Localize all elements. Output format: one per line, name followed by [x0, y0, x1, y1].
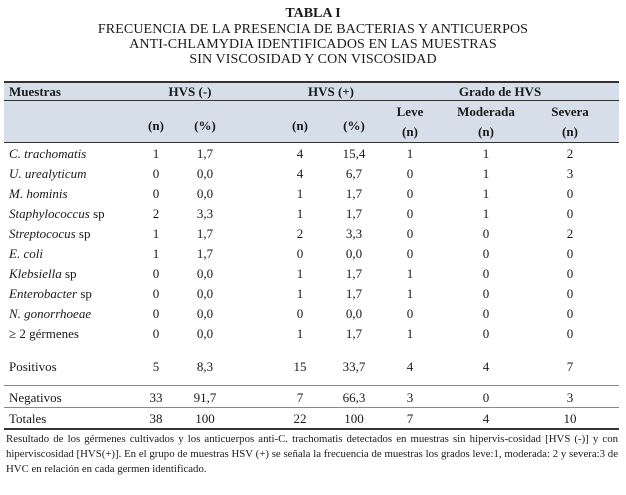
summary-cell-severa: 7	[566, 359, 574, 374]
summary-cell-leve: 3	[406, 390, 414, 405]
cell-moderada: 1	[482, 166, 490, 181]
table-title: TABLA I	[285, 6, 341, 21]
row-label	[9, 206, 105, 222]
summary-cell-neg-n: 5	[152, 359, 160, 374]
summary-cell-leve: 7	[406, 411, 414, 426]
cell-neg-pct: 0,0	[196, 186, 214, 201]
cell-severa: 2	[566, 226, 574, 241]
cell-leve: 0	[406, 166, 414, 181]
header-moderada: Moderada	[457, 104, 515, 119]
cell-neg-n: 1	[152, 226, 160, 241]
cell-pos-n: 4	[296, 166, 304, 181]
cell-pos-n: 0	[296, 306, 304, 321]
cell-moderada: 0	[482, 246, 490, 261]
cell-neg-pct: 0,0	[196, 306, 214, 321]
cell-neg-n: 1	[152, 146, 160, 161]
organism-name: ≥ 2 gérmenes	[9, 326, 79, 341]
organism-name: U. urealyticum	[9, 166, 87, 181]
cell-neg-n: 0	[152, 326, 160, 341]
row-label	[9, 326, 79, 342]
summary-label: Positivos	[9, 359, 57, 374]
negativos-rule	[4, 385, 619, 386]
row-label	[9, 266, 77, 282]
cell-severa: 0	[566, 186, 574, 201]
summary-cell-pos-pct: 100	[344, 411, 364, 426]
cell-pos-n: 2	[296, 226, 304, 241]
cell-leve: 0	[406, 186, 414, 201]
cell-pos-pct: 0,0	[345, 306, 363, 321]
summary-cell-moderada: 4	[482, 411, 490, 426]
header-neg-n: (n)	[148, 118, 164, 133]
organism-name: M. hominis	[9, 186, 68, 201]
cell-pos-pct: 1,7	[345, 286, 363, 301]
cell-leve: 1	[406, 326, 414, 341]
cell-severa: 2	[566, 146, 574, 161]
cell-moderada: 1	[482, 186, 490, 201]
header-leve: Leve	[396, 104, 424, 119]
cell-neg-pct: 1,7	[196, 146, 214, 161]
top-rule	[4, 81, 619, 83]
organism-name: Klebsiella	[9, 266, 62, 281]
cell-neg-pct: 1,7	[196, 226, 214, 241]
summary-cell-severa: 10	[563, 411, 577, 426]
cell-severa: 0	[566, 266, 574, 281]
summary-cell-pos-n: 7	[296, 390, 304, 405]
cell-neg-pct: 1,7	[196, 246, 214, 261]
cell-neg-n: 0	[152, 306, 160, 321]
cell-neg-n: 0	[152, 266, 160, 281]
summary-cell-moderada: 4	[482, 359, 490, 374]
organism-name: Streptococus	[9, 226, 76, 241]
cell-leve: 0	[406, 206, 414, 221]
summary-label: Negativos	[9, 390, 62, 405]
summary-cell-leve: 4	[406, 359, 414, 374]
row-label	[9, 166, 87, 182]
cell-severa: 0	[566, 206, 574, 221]
cell-pos-n: 1	[296, 186, 304, 201]
summary-cell-neg-pct: 8,3	[196, 359, 214, 374]
cell-moderada: 0	[482, 326, 490, 341]
cell-neg-pct: 0,0	[196, 326, 214, 341]
cell-neg-n: 0	[152, 186, 160, 201]
row-label	[9, 306, 91, 322]
row-label	[9, 246, 43, 262]
header-pos-pct: (%)	[343, 118, 365, 133]
summary-cell-neg-pct: 100	[195, 411, 215, 426]
cell-moderada: 1	[482, 146, 490, 161]
cell-moderada: 0	[482, 286, 490, 301]
cell-pos-pct: 1,7	[345, 186, 363, 201]
organism-suffix: sp	[61, 266, 77, 281]
cell-pos-n: 1	[296, 286, 304, 301]
organism-name: N. gonorrhoeae	[9, 306, 92, 321]
cell-moderada: 1	[482, 206, 490, 221]
cell-severa: 3	[566, 166, 574, 181]
cell-severa: 0	[566, 246, 574, 261]
cell-severa: 0	[566, 286, 574, 301]
organism-suffix: sp	[89, 206, 105, 221]
header-severa-n: (n)	[562, 124, 578, 139]
cell-leve: 0	[406, 226, 414, 241]
organism-suffix: sp	[77, 286, 92, 301]
cell-neg-n: 0	[152, 286, 160, 301]
cell-leve: 1	[406, 146, 414, 161]
row-label	[9, 226, 90, 242]
cell-pos-n: 0	[296, 246, 304, 261]
header-severa: Severa	[551, 104, 589, 119]
cell-pos-pct: 6,7	[345, 166, 363, 181]
cell-neg-pct: 0,0	[196, 166, 214, 181]
cell-moderada: 0	[482, 306, 490, 321]
summary-cell-pos-n: 15	[293, 359, 307, 374]
cell-neg-pct: 0,0	[196, 286, 214, 301]
cell-severa: 0	[566, 306, 574, 321]
organism-name: E. coli	[9, 246, 43, 261]
cell-neg-n: 0	[152, 166, 160, 181]
table-caption	[6, 432, 618, 477]
summary-cell-neg-n: 38	[149, 411, 163, 426]
row-label	[9, 186, 68, 202]
summary-cell-moderada: 0	[482, 390, 490, 405]
cell-pos-n: 4	[296, 146, 304, 161]
header-neg-pct: (%)	[194, 118, 216, 133]
header-hvs-pos: HVS (+)	[307, 84, 355, 99]
cell-neg-n: 1	[152, 246, 160, 261]
header-grado-hvs: Grado de HVS	[458, 84, 542, 99]
cell-moderada: 0	[482, 226, 490, 241]
cell-pos-n: 1	[296, 266, 304, 281]
header-muestras: Muestras	[9, 84, 61, 99]
cell-pos-pct: 1,7	[345, 266, 363, 281]
row-label	[9, 146, 86, 162]
cell-pos-pct: 1,7	[345, 326, 363, 341]
cell-pos-pct: 0,0	[345, 246, 363, 261]
summary-cell-pos-pct: 33,7	[342, 359, 366, 374]
header-pos-n: (n)	[292, 118, 308, 133]
row-label	[9, 286, 92, 302]
subtitle-line-3: SIN VISCOSIDAD Y CON VISCOSIDAD	[189, 52, 437, 67]
summary-cell-pos-pct: 66,3	[342, 390, 366, 405]
cell-severa: 0	[566, 326, 574, 341]
summary-cell-neg-n: 33	[149, 390, 163, 405]
summary-cell-severa: 3	[566, 390, 574, 405]
header-mid-rule	[4, 100, 619, 101]
summary-cell-pos-n: 22	[293, 411, 307, 426]
header-hvs-neg: HVS (-)	[168, 84, 212, 99]
caption-text: Resultado de los gérmenes cultivados y los anticuerpos anti-C. trachomatis detectados en muestras sin hipervis-cosidad [HVS (-)] y con hiperviscosidad [HVS(+)]. En el grupo de muestras HSV (+) se señala la frecuencia de muestras los grados leve:1, moderada: 2 y severa:3 de HVC en relación en cada germen identificado.	[6, 433, 618, 475]
organism-name: C. trachomatis	[9, 146, 87, 161]
subtitle-line-2: ANTI-CHLAMYDIA IDENTIFICADOS EN LAS MUESTRAS	[129, 37, 497, 52]
cell-leve: 1	[406, 286, 414, 301]
organism-name: Enterobacter	[9, 286, 78, 301]
cell-neg-n: 2	[152, 206, 160, 221]
cell-pos-pct: 1,7	[345, 206, 363, 221]
header-leve-n: (n)	[402, 124, 418, 139]
bottom-rule	[4, 428, 619, 430]
header-bottom-rule	[4, 142, 619, 143]
totales-rule	[4, 407, 619, 408]
cell-leve: 1	[406, 266, 414, 281]
header-moderada-n: (n)	[478, 124, 494, 139]
summary-label: Totales	[9, 411, 47, 426]
cell-moderada: 0	[482, 266, 490, 281]
cell-leve: 0	[406, 246, 414, 261]
cell-pos-n: 1	[296, 326, 304, 341]
cell-neg-pct: 3,3	[196, 206, 214, 221]
summary-cell-neg-pct: 91,7	[193, 390, 217, 405]
cell-neg-pct: 0,0	[196, 266, 214, 281]
cell-pos-pct: 3,3	[345, 226, 363, 241]
title-block	[0, 6, 626, 67]
cell-pos-n: 1	[296, 206, 304, 221]
organism-name: Staphylococcus	[9, 206, 90, 221]
cell-pos-pct: 15,4	[342, 146, 366, 161]
organism-suffix: sp	[75, 226, 91, 241]
cell-leve: 0	[406, 306, 414, 321]
subtitle-line-1: FRECUENCIA DE LA PRESENCIA DE BACTERIAS Y ANTICUERPOS	[97, 22, 529, 37]
